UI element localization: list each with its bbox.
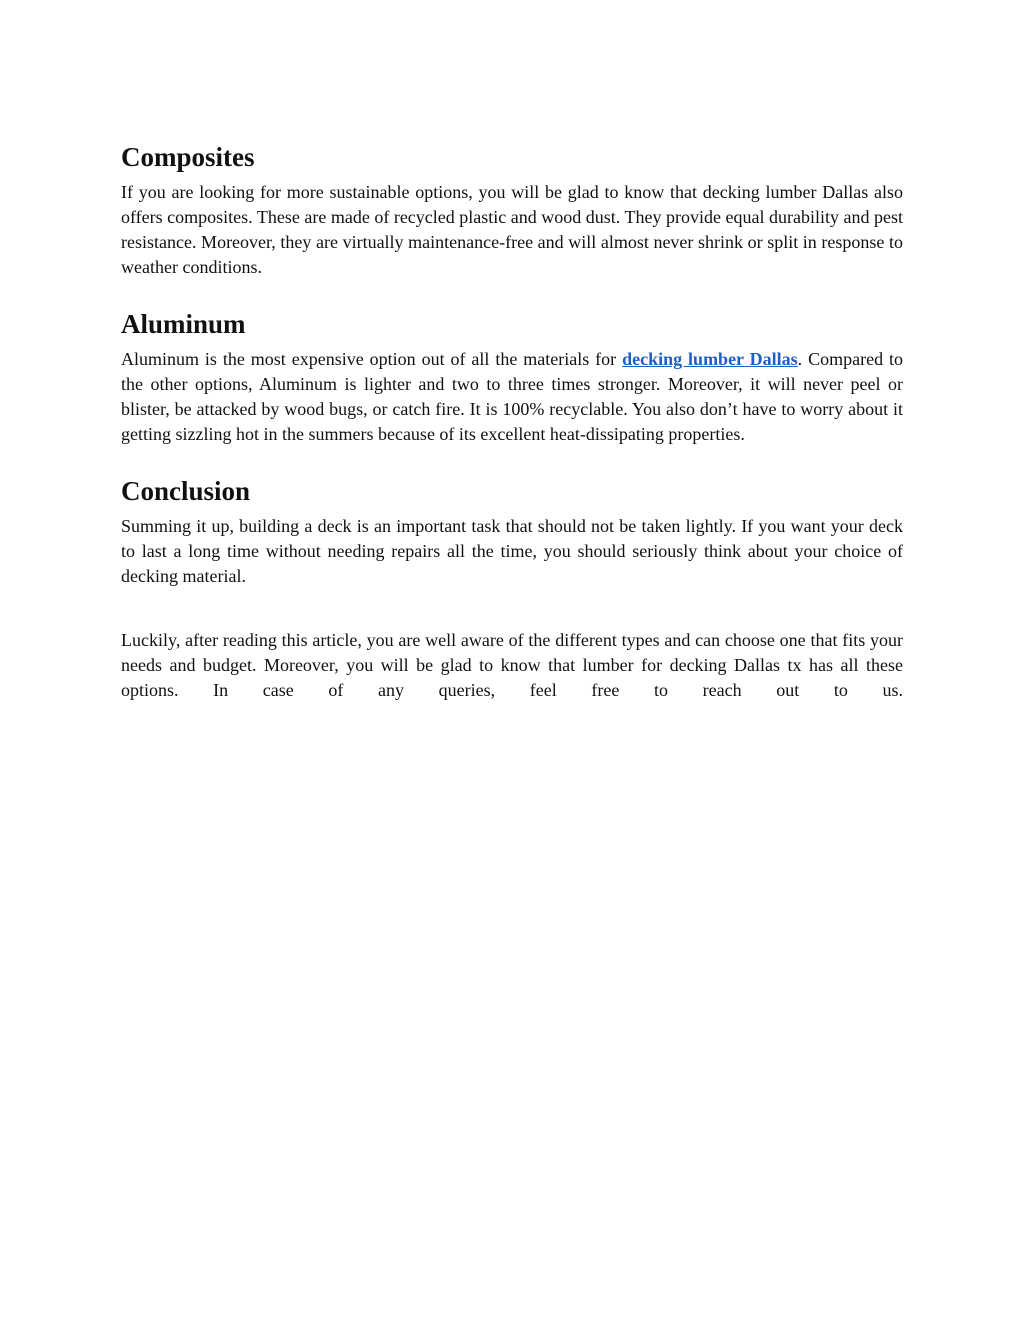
section-paragraph: Summing it up, building a deck is an important task that should not be taken lightly. If you want your deck to last a long time without needing repairs all the time, you should seriously think about your choice of decking material. <box>121 516 903 586</box>
section-conclusion <box>121 476 903 703</box>
decking-lumber-dallas-link[interactable]: decking lumber Dallas <box>622 349 798 369</box>
section-paragraph <box>121 347 903 447</box>
paragraph-text: Aluminum is the most expensive option out of all the materials for <box>121 349 623 369</box>
section-heading: Composites <box>121 142 255 172</box>
section-heading: Aluminum <box>121 309 246 339</box>
section-paragraph: Luckily, after reading this article, you are well aware of the different types and can choose one that fits your needs and budget. Moreover, you will be glad to know that lumber for decking Dallas tx has all these options. In case of any queries, feel free to reach out to us. <box>121 630 903 700</box>
section-aluminum <box>121 309 903 447</box>
section-paragraph: If you are looking for more sustainable options, you will be glad to know that decking lumber Dallas also offers composites. These are made of recycled plastic and wood dust. They provide equal durability and pest resistance. Moreover, they are virtually maintenance-free and will almost never shrink or split in response to weather conditions. <box>121 182 903 277</box>
section-composites <box>121 142 903 280</box>
document-body <box>121 142 903 732</box>
paragraph-text: . Compared to the other options, Aluminum is lighter and two to three times stronger. Moreover, it will never peel or blister, be attacked by wood bugs, or catch fire. It is 100% recyclable. You also don’t have to worry about it getting sizzling hot in the summers because of its excellent heat-dissipating properties. <box>121 349 904 444</box>
section-heading: Conclusion <box>121 476 251 506</box>
